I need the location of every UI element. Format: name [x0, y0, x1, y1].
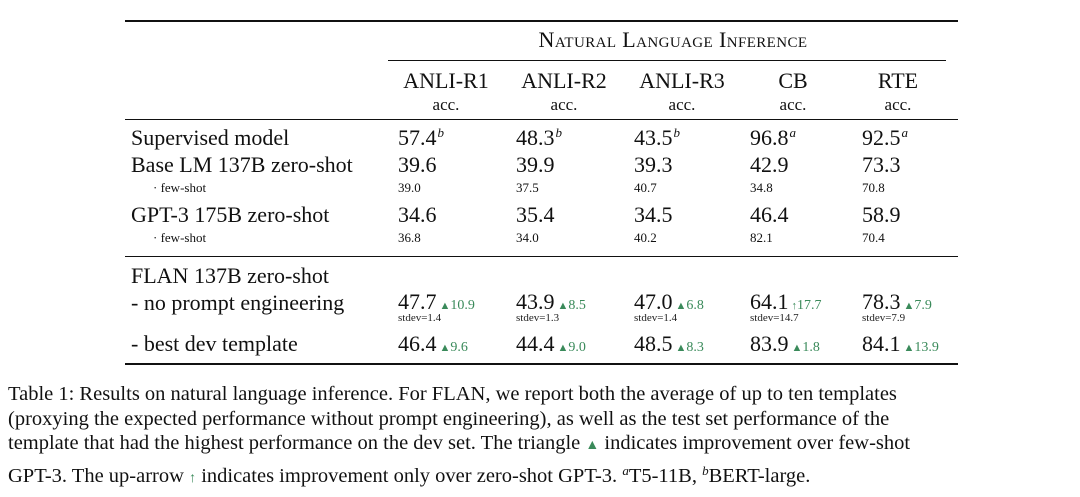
table-cell: 34.5 — [634, 202, 673, 227]
table-cell: 47.7 ▲10.9 — [398, 289, 475, 314]
row-label: FLAN 137B zero-shot — [131, 263, 329, 288]
table-cell: 43.5$^b$ — [634, 125, 680, 150]
stdev-note: stdev=14.7 — [750, 312, 799, 324]
table-cell: 43.9 ▲8.5 — [516, 289, 586, 314]
table-cell: 46.4 — [750, 202, 789, 227]
group-header — [388, 27, 958, 53]
table-cell: 34.0 — [516, 230, 539, 245]
header-rule — [125, 119, 958, 120]
column-metric: acc. — [668, 95, 696, 114]
table-cell: 46.4 ▲9.6 — [398, 331, 468, 356]
row-label-sub: · few-shot — [153, 230, 207, 245]
table-cell: 47.0 ▲6.8 — [634, 289, 704, 314]
table-cell: 48.5 ▲8.3 — [634, 331, 704, 356]
improvement-delta: ▲6.8 — [675, 298, 704, 313]
column-metric: acc. — [884, 95, 912, 114]
column-header — [504, 70, 624, 113]
row-label: Supervised model — [131, 125, 290, 150]
table-cell: 40.7 — [634, 180, 657, 195]
caption-line: (proxying the expected performance without prompt engineering), as well as the test set performance of the — [8, 407, 890, 430]
improvement-delta: ▲8.3 — [675, 340, 704, 355]
caption-line: GPT-3. The up-arrow ↑ indicates improvement only over zero-shot GPT-3. $^a$T5-11B, $^b$BERT-large. — [8, 462, 811, 487]
table-cell: 70.8 — [862, 180, 885, 195]
table-cell: 37.5 — [516, 180, 539, 195]
table-cell: 57.4$^b$ — [398, 125, 444, 150]
column-header — [838, 70, 958, 113]
section-rule — [125, 256, 958, 257]
improvement-delta: ↑17.7 — [791, 298, 822, 313]
table-cell: 92.5$^a$ — [862, 125, 908, 150]
table-cell: 64.1 ↑17.7 — [750, 289, 822, 314]
stdev-note: stdev=1.4 — [398, 312, 442, 324]
top-rule — [125, 20, 958, 22]
table-cell: 44.4 ▲9.0 — [516, 331, 586, 356]
table-cell: 48.3$^b$ — [516, 125, 562, 150]
column-name: CB — [778, 68, 808, 93]
improvement-delta: ▲9.6 — [439, 340, 468, 355]
caption-line: template that had the highest performance on the dev set. The triangle ▲ indicates improvement over few-shot — [8, 432, 911, 454]
table-cell: 78.3 ▲7.9 — [862, 289, 932, 314]
group-header-text: Natural Language Inference — [538, 27, 808, 52]
column-metric: acc. — [550, 95, 578, 114]
stdev-note: stdev=7.9 — [862, 312, 906, 324]
table-cell: 40.2 — [634, 230, 657, 245]
table-caption — [8, 382, 1078, 491]
improvement-delta: ▲13.9 — [903, 340, 939, 355]
triangle-icon: ▲ — [585, 438, 600, 453]
table-cell: 39.3 — [634, 152, 673, 177]
column-header — [733, 70, 853, 113]
row-label-sub: · few-shot — [153, 180, 207, 195]
stdev-note: stdev=1.4 — [634, 312, 678, 324]
table-cell: 96.8$^a$ — [750, 125, 796, 150]
table-cell: 36.8 — [398, 230, 421, 245]
row-label: - best dev template — [131, 331, 298, 356]
table-cell: 39.9 — [516, 152, 555, 177]
row-label: GPT-3 175B zero-shot — [131, 202, 330, 227]
stdev-note: stdev=1.3 — [516, 312, 560, 324]
improvement-delta: ▲10.9 — [439, 298, 475, 313]
improvement-delta: ▲7.9 — [903, 298, 932, 313]
column-name: ANLI-R1 — [403, 68, 489, 93]
table-cell: 84.1 ▲13.9 — [862, 331, 939, 356]
table-cell: 42.9 — [750, 152, 789, 177]
table-cell: 34.6 — [398, 202, 437, 227]
column-metric: acc. — [432, 95, 460, 114]
improvement-delta: ▲8.5 — [557, 298, 586, 313]
table-cell: 82.1 — [750, 230, 773, 245]
column-name: RTE — [877, 68, 919, 93]
caption-line: Table 1: Results on natural language inference. For FLAN, we report both the average of up to ten templates — [8, 383, 897, 405]
table-cell: 39.0 — [398, 180, 421, 195]
table-cell: 70.4 — [862, 230, 885, 245]
improvement-delta: ▲9.0 — [557, 340, 586, 355]
table-cell: 39.6 — [398, 152, 437, 177]
column-header — [622, 70, 742, 113]
column-metric: acc. — [779, 95, 807, 114]
table-cell: 34.8 — [750, 180, 773, 195]
row-label: Base LM 137B zero-shot — [131, 152, 353, 177]
column-name: ANLI-R3 — [639, 68, 725, 93]
table-cell: 83.9 ▲1.8 — [750, 331, 820, 356]
table-cell: 35.4 — [516, 202, 555, 227]
table-cell: 58.9 — [862, 202, 901, 227]
group-underline — [388, 60, 946, 61]
improvement-delta: ▲1.8 — [791, 340, 820, 355]
table-cell: 73.3 — [862, 152, 901, 177]
bottom-rule — [125, 363, 958, 365]
row-label: - no prompt engineering — [131, 290, 345, 315]
column-name: ANLI-R2 — [521, 68, 607, 93]
column-header — [386, 70, 506, 113]
up-arrow-icon: ↑ — [189, 470, 197, 486]
